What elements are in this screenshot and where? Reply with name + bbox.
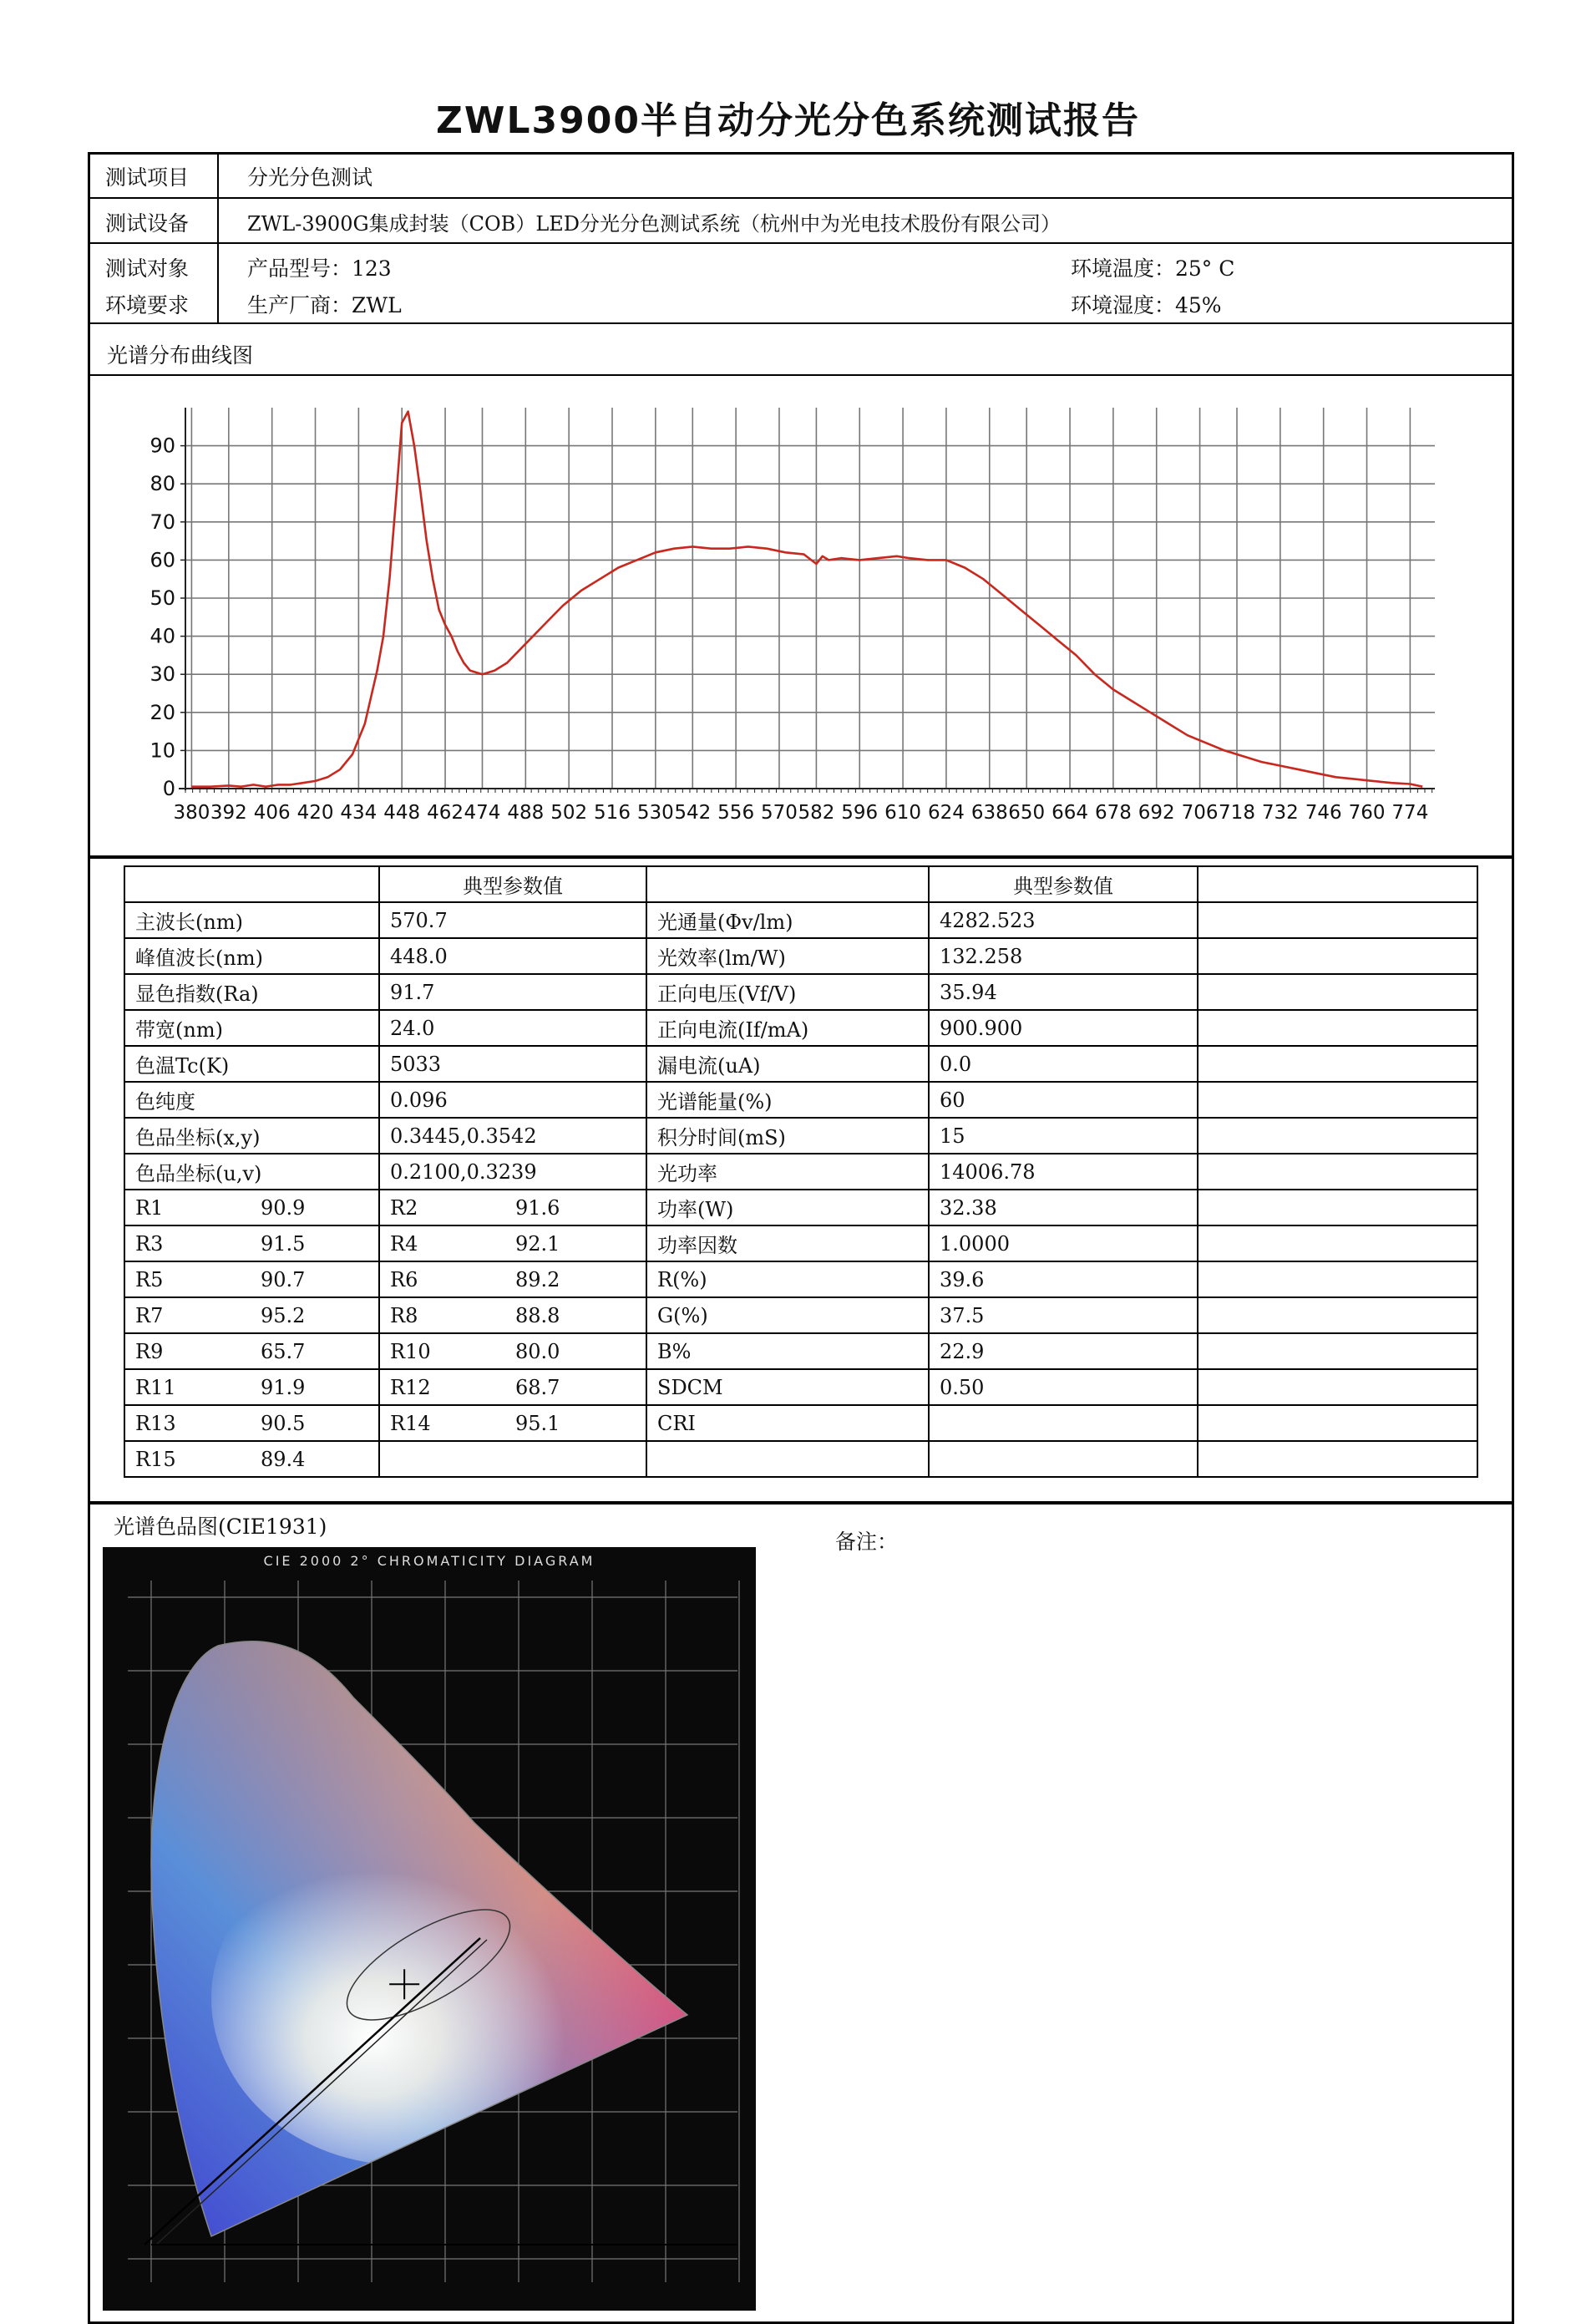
param-value: 1.0000 bbox=[929, 1225, 1198, 1261]
param-value: 91.7 bbox=[379, 974, 646, 1010]
cie-diagram-title: CIE 2000 2° CHROMATICITY DIAGRAM bbox=[263, 1553, 595, 1569]
cri-cell bbox=[379, 1225, 646, 1261]
spectrum-chart bbox=[117, 399, 1470, 850]
ambient-temperature: 环境温度：25° C bbox=[1071, 256, 1235, 281]
x-tick-label: 624 bbox=[927, 802, 965, 824]
typical-values-header: 典型参数值 bbox=[379, 866, 646, 902]
cri-cell bbox=[124, 1405, 379, 1441]
x-tick-label: 732 bbox=[1261, 802, 1299, 824]
table-row bbox=[124, 1010, 1477, 1046]
x-tick-label: 380 bbox=[173, 802, 210, 824]
param-value: 24.0 bbox=[379, 1010, 646, 1046]
x-tick-label: 448 bbox=[383, 802, 421, 824]
param-value: 35.94 bbox=[929, 974, 1198, 1010]
param-name: 光效率(lm/W) bbox=[646, 938, 929, 974]
param-value bbox=[929, 1405, 1198, 1441]
x-tick-label: 516 bbox=[594, 802, 631, 824]
x-tick-label: 760 bbox=[1348, 802, 1386, 824]
cri-value: 91.9 bbox=[261, 1375, 306, 1399]
x-tick-label: 420 bbox=[296, 802, 334, 824]
table-row bbox=[124, 1405, 1477, 1441]
cri-value: 80.0 bbox=[515, 1339, 560, 1363]
param-value: 448.0 bbox=[379, 938, 646, 974]
param-name: 色品坐标(u,v) bbox=[124, 1154, 379, 1190]
x-tick-label: 774 bbox=[1391, 802, 1429, 824]
param-name: G(%) bbox=[646, 1297, 929, 1333]
cri-cell bbox=[124, 1369, 379, 1405]
table-row bbox=[124, 1190, 1477, 1225]
x-tick-label: 462 bbox=[427, 802, 464, 824]
cri-cell bbox=[379, 1261, 646, 1297]
cri-value: 95.2 bbox=[261, 1303, 306, 1327]
cri-index: R12 bbox=[390, 1375, 431, 1399]
cri-value: 90.7 bbox=[261, 1267, 306, 1291]
label-divider bbox=[217, 152, 219, 322]
product-model: 产品型号：123 bbox=[247, 256, 392, 281]
cri-index: R13 bbox=[135, 1411, 176, 1435]
equipment-label: 测试设备 bbox=[105, 211, 190, 236]
rule bbox=[88, 197, 1514, 199]
spectrum-section-title: 光谱分布曲线图 bbox=[107, 343, 254, 368]
param-value: 570.7 bbox=[379, 902, 646, 938]
rule bbox=[88, 322, 1514, 324]
typical-values-header: 典型参数值 bbox=[929, 866, 1198, 902]
param-value: 900.900 bbox=[929, 1010, 1198, 1046]
cri-value: 92.1 bbox=[515, 1231, 560, 1256]
param-name: SDCM bbox=[646, 1369, 929, 1405]
rule bbox=[88, 374, 1514, 376]
param-name: 带宽(nm) bbox=[124, 1010, 379, 1046]
cri-cell bbox=[379, 1405, 646, 1441]
param-name: 漏电流(uA) bbox=[646, 1046, 929, 1082]
param-name: 主波长(nm) bbox=[124, 902, 379, 938]
param-value: 0.50 bbox=[929, 1369, 1198, 1405]
x-tick-label: 488 bbox=[507, 802, 545, 824]
cri-cell bbox=[379, 1369, 646, 1405]
table-row bbox=[124, 1261, 1477, 1297]
cri-value: 89.4 bbox=[261, 1447, 306, 1471]
param-name: B% bbox=[646, 1333, 929, 1369]
param-name: 积分时间(mS) bbox=[646, 1118, 929, 1154]
param-value: 0.0 bbox=[929, 1046, 1198, 1082]
cri-index: R2 bbox=[390, 1195, 418, 1220]
y-tick-label: 50 bbox=[149, 586, 175, 610]
y-tick-label: 10 bbox=[149, 738, 175, 763]
cri-value: 88.8 bbox=[515, 1303, 560, 1327]
y-tick-label: 30 bbox=[149, 662, 175, 687]
rule bbox=[88, 242, 1514, 244]
param-name: 光通量(Φv/lm) bbox=[646, 902, 929, 938]
cri-cell bbox=[124, 1225, 379, 1261]
param-name: 光功率 bbox=[646, 1154, 929, 1190]
cri-cell bbox=[124, 1297, 379, 1333]
cri-value: 89.2 bbox=[515, 1267, 560, 1291]
remarks-label: 备注： bbox=[835, 1530, 899, 1554]
y-tick-label: 60 bbox=[149, 548, 175, 572]
param-value: 132.258 bbox=[929, 938, 1198, 974]
y-tick-label: 40 bbox=[149, 624, 175, 648]
x-tick-label: 638 bbox=[970, 802, 1008, 824]
table-header-row bbox=[124, 866, 1477, 902]
x-tick-label: 542 bbox=[674, 802, 712, 824]
param-name: 色品坐标(x,y) bbox=[124, 1118, 379, 1154]
x-tick-label: 434 bbox=[340, 802, 378, 824]
table-row bbox=[124, 1046, 1477, 1082]
param-name: 正向电压(Vf/V) bbox=[646, 974, 929, 1010]
y-tick-label: 90 bbox=[149, 434, 175, 458]
param-name: 功率(W) bbox=[646, 1190, 929, 1225]
cri-index: R6 bbox=[390, 1267, 418, 1291]
param-value: 5033 bbox=[379, 1046, 646, 1082]
param-name bbox=[646, 1441, 929, 1477]
cri-value: 91.6 bbox=[515, 1195, 560, 1220]
parameter-table bbox=[124, 865, 1478, 1478]
spectrum-line bbox=[191, 412, 1422, 787]
x-tick-label: 502 bbox=[550, 802, 588, 824]
x-tick-label: 474 bbox=[464, 802, 501, 824]
cie-section-title: 光谱色品图(CIE1931) bbox=[114, 1515, 327, 1539]
param-value: 0.2100,0.3239 bbox=[379, 1154, 646, 1190]
env-requirement-label: 环境要求 bbox=[105, 293, 190, 317]
param-value: 39.6 bbox=[929, 1261, 1198, 1297]
cri-index: R9 bbox=[135, 1339, 164, 1363]
param-value: 60 bbox=[929, 1082, 1198, 1118]
param-value: 15 bbox=[929, 1118, 1198, 1154]
cie-chromaticity-diagram bbox=[103, 1547, 756, 2311]
x-tick-label: 582 bbox=[798, 802, 835, 824]
x-tick-label: 718 bbox=[1219, 802, 1255, 824]
cri-value: 65.7 bbox=[261, 1339, 306, 1363]
x-tick-label: 664 bbox=[1052, 802, 1089, 824]
param-name: 功率因数 bbox=[646, 1225, 929, 1261]
cri-index: R11 bbox=[135, 1375, 176, 1399]
cri-index: R3 bbox=[135, 1231, 164, 1256]
table-row bbox=[124, 1441, 1477, 1477]
cri-index: R15 bbox=[135, 1447, 176, 1471]
cri-index: R5 bbox=[135, 1267, 164, 1291]
param-name: 峰值波长(nm) bbox=[124, 938, 379, 974]
cri-index: R1 bbox=[135, 1195, 164, 1220]
cri-value: 90.9 bbox=[261, 1195, 306, 1220]
table-row bbox=[124, 1082, 1477, 1118]
param-value: 14006.78 bbox=[929, 1154, 1198, 1190]
equipment-value: ZWL-3900G集成封装（COB）LED分光分色测试系统（杭州中为光电技术股份有限公司） bbox=[247, 212, 1062, 236]
y-tick-label: 20 bbox=[149, 700, 175, 724]
param-name: 正向电流(If/mA) bbox=[646, 1010, 929, 1046]
param-value: 22.9 bbox=[929, 1333, 1198, 1369]
param-value: 0.3445,0.3542 bbox=[379, 1118, 646, 1154]
table-row bbox=[124, 1225, 1477, 1261]
param-name: 显色指数(Ra) bbox=[124, 974, 379, 1010]
cri-index: R8 bbox=[390, 1303, 418, 1327]
table-row bbox=[124, 1333, 1477, 1369]
test-item-label: 测试项目 bbox=[105, 165, 190, 190]
param-value bbox=[929, 1441, 1198, 1477]
param-name: R(%) bbox=[646, 1261, 929, 1297]
cri-cell bbox=[379, 1190, 646, 1225]
report-title: ZWL3900半自动分光分色系统测试报告 bbox=[436, 99, 1140, 142]
cri-index: R10 bbox=[390, 1339, 431, 1363]
table-row bbox=[124, 1118, 1477, 1154]
x-tick-label: 746 bbox=[1305, 802, 1342, 824]
x-tick-label: 570 bbox=[761, 802, 798, 824]
x-tick-label: 556 bbox=[717, 802, 755, 824]
x-tick-label: 692 bbox=[1138, 802, 1175, 824]
cri-value: 68.7 bbox=[515, 1375, 560, 1399]
table-row bbox=[124, 1154, 1477, 1190]
cri-index: R4 bbox=[390, 1231, 418, 1256]
rule bbox=[88, 1501, 1514, 1505]
ambient-humidity: 环境湿度：45% bbox=[1071, 293, 1222, 317]
param-name: 色温Tc(K) bbox=[124, 1046, 379, 1082]
table-row bbox=[124, 974, 1477, 1010]
cri-value: 90.5 bbox=[261, 1411, 306, 1435]
cri-cell bbox=[379, 1333, 646, 1369]
cri-value: 91.5 bbox=[261, 1231, 306, 1256]
x-tick-label: 406 bbox=[253, 802, 291, 824]
cri-cell bbox=[379, 1441, 646, 1477]
cri-cell bbox=[124, 1333, 379, 1369]
y-tick-label: 80 bbox=[149, 472, 175, 496]
param-name: 光谱能量(%) bbox=[646, 1082, 929, 1118]
x-tick-label: 530 bbox=[636, 802, 674, 824]
cri-cell bbox=[124, 1261, 379, 1297]
cri-cell bbox=[379, 1297, 646, 1333]
x-tick-label: 610 bbox=[884, 802, 922, 824]
rule bbox=[88, 855, 1514, 859]
table-row bbox=[124, 1297, 1477, 1333]
cri-cell bbox=[124, 1190, 379, 1225]
y-tick-label: 70 bbox=[149, 510, 175, 534]
param-name: 色纯度 bbox=[124, 1082, 379, 1118]
param-value: 37.5 bbox=[929, 1297, 1198, 1333]
table-row bbox=[124, 1369, 1477, 1405]
table-row bbox=[124, 938, 1477, 974]
table-row bbox=[124, 902, 1477, 938]
x-tick-label: 678 bbox=[1094, 802, 1132, 824]
test-item-value: 分光分色测试 bbox=[247, 165, 373, 190]
cri-cell bbox=[124, 1441, 379, 1477]
x-tick-label: 706 bbox=[1181, 802, 1219, 824]
test-object-label: 测试对象 bbox=[105, 256, 190, 281]
param-value: 32.38 bbox=[929, 1190, 1198, 1225]
param-value: 4282.523 bbox=[929, 902, 1198, 938]
param-name: CRI bbox=[646, 1405, 929, 1441]
manufacturer: 生产厂商：ZWL bbox=[247, 293, 402, 317]
cri-index: R14 bbox=[390, 1411, 431, 1435]
x-tick-label: 650 bbox=[1008, 802, 1046, 824]
cri-index: R7 bbox=[135, 1303, 164, 1327]
y-tick-label: 0 bbox=[162, 777, 175, 800]
cri-value: 95.1 bbox=[515, 1411, 560, 1435]
x-tick-label: 392 bbox=[210, 802, 247, 824]
param-value: 0.096 bbox=[379, 1082, 646, 1118]
x-tick-label: 596 bbox=[841, 802, 879, 824]
